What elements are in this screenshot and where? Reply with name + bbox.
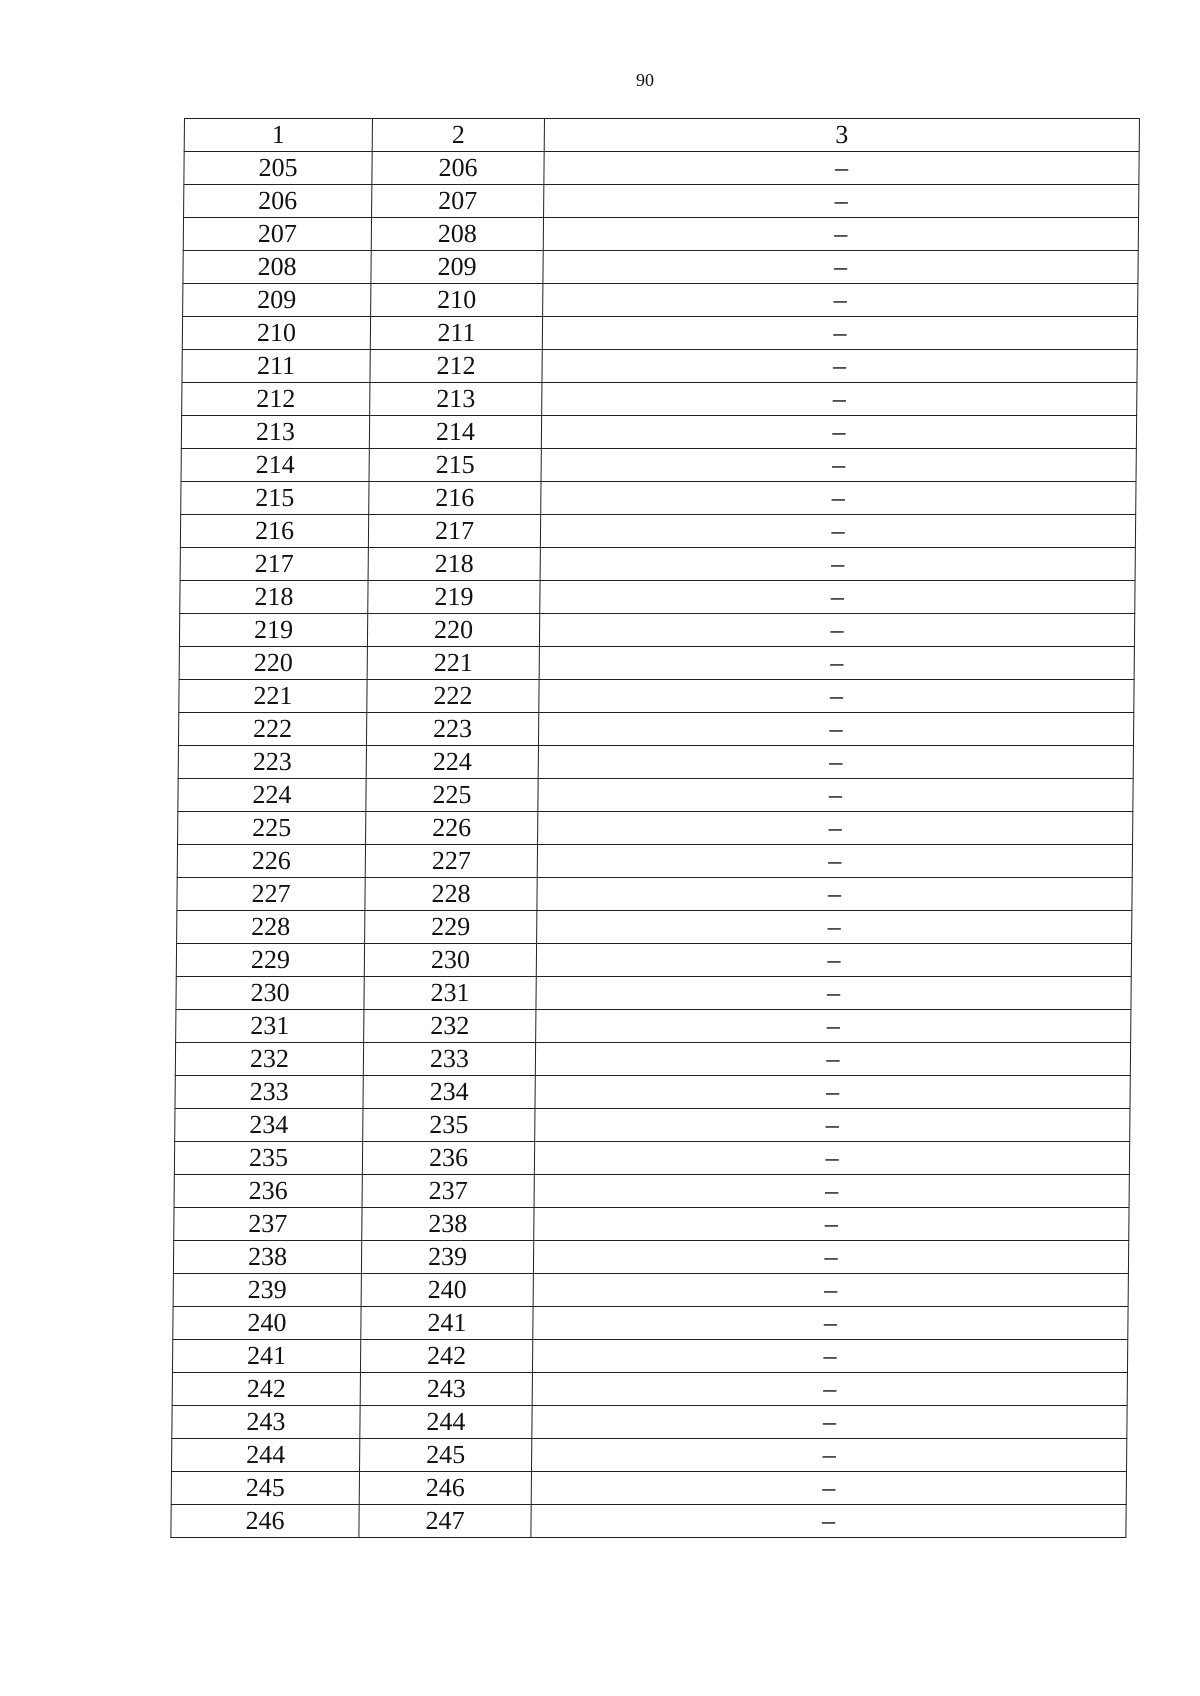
table-row — [178, 713, 1133, 746]
table-cell-col-2: 230 — [364, 944, 536, 977]
table-cell-col-2: 216 — [369, 482, 541, 515]
table-cell-col-3: – — [538, 746, 1133, 779]
table-cell-col-2: 237 — [362, 1175, 534, 1208]
table-row — [178, 746, 1133, 779]
table-cell-col-1: 217 — [180, 548, 368, 581]
table-cell-col-3: – — [543, 251, 1138, 284]
table-row — [179, 647, 1134, 680]
column-header-1: 1 — [184, 119, 372, 152]
table-cell-col-2: 242 — [360, 1340, 532, 1373]
table-cell-col-2: 235 — [363, 1109, 535, 1142]
table-cell-col-2: 221 — [367, 647, 539, 680]
table-cell-col-3: – — [532, 1406, 1127, 1439]
table-row — [173, 1274, 1128, 1307]
table-cell-col-3: – — [539, 647, 1134, 680]
table-cell-col-1: 205 — [184, 152, 372, 185]
page-number: 90 — [636, 70, 654, 90]
table-cell-col-3: – — [544, 152, 1139, 185]
table-row — [183, 218, 1138, 251]
table-cell-col-2: 217 — [368, 515, 540, 548]
table-cell-col-3: – — [544, 185, 1139, 218]
table-row — [171, 1505, 1126, 1538]
table-cell-col-3: – — [533, 1274, 1128, 1307]
table-cell-col-1: 229 — [176, 944, 364, 977]
table-row — [179, 614, 1134, 647]
table-cell-col-2: 215 — [369, 449, 541, 482]
table-row — [180, 548, 1135, 581]
table-cell-col-3: – — [537, 845, 1132, 878]
table-cell-col-2: 211 — [370, 317, 542, 350]
table-cell-col-1: 211 — [182, 350, 370, 383]
table-cell-col-2: 233 — [363, 1043, 535, 1076]
table-body — [171, 119, 1140, 1538]
table-cell-col-2: 206 — [372, 152, 544, 185]
table-cell-col-1: 227 — [177, 878, 365, 911]
table-cell-col-1: 239 — [173, 1274, 361, 1307]
table-row — [183, 251, 1138, 284]
table-cell-col-1: 223 — [178, 746, 366, 779]
table-cell-col-1: 236 — [174, 1175, 362, 1208]
table-cell-col-2: 238 — [362, 1208, 534, 1241]
table-row — [179, 680, 1134, 713]
table-cell-col-3: – — [532, 1373, 1127, 1406]
table-cell-col-1: 235 — [174, 1142, 362, 1175]
table-row — [171, 1472, 1126, 1505]
table-row — [183, 284, 1138, 317]
table-cell-col-3: – — [531, 1472, 1126, 1505]
table-cell-col-1: 206 — [184, 185, 372, 218]
table-cell-col-2: 240 — [361, 1274, 533, 1307]
table-cell-col-3: – — [536, 1010, 1131, 1043]
table-cell-col-3: – — [542, 350, 1137, 383]
table-cell-col-1: 225 — [178, 812, 366, 845]
table-cell-col-2: 208 — [371, 218, 543, 251]
table-cell-col-2: 247 — [359, 1505, 531, 1538]
table-row — [176, 944, 1131, 977]
table-row — [181, 416, 1136, 449]
table-cell-col-1: 220 — [179, 647, 367, 680]
table-row — [180, 515, 1135, 548]
table-cell-col-2: 224 — [366, 746, 538, 779]
table-cell-col-3: – — [536, 977, 1131, 1010]
table-row — [180, 581, 1135, 614]
column-header-3: 3 — [544, 119, 1139, 152]
table-row — [173, 1307, 1128, 1340]
table-cell-col-3: – — [533, 1307, 1128, 1340]
data-table — [170, 118, 1140, 1538]
table-row — [175, 1109, 1130, 1142]
table-row — [177, 845, 1132, 878]
table-cell-col-3: – — [538, 779, 1133, 812]
table-cell-col-1: 221 — [179, 680, 367, 713]
table-row — [182, 383, 1137, 416]
table-cell-col-1: 214 — [181, 449, 369, 482]
table-cell-col-2: 241 — [361, 1307, 533, 1340]
table-cell-col-3: – — [540, 548, 1135, 581]
table-cell-col-1: 237 — [174, 1208, 362, 1241]
table-cell-col-2: 244 — [360, 1406, 532, 1439]
table-cell-col-1: 240 — [173, 1307, 361, 1340]
table-row — [184, 185, 1139, 218]
table-row — [181, 449, 1136, 482]
table-cell-col-2: 225 — [366, 779, 538, 812]
table-cell-col-3: – — [536, 944, 1131, 977]
table-row — [184, 152, 1139, 185]
table-cell-col-1: 213 — [181, 416, 369, 449]
table-cell-col-3: – — [535, 1076, 1130, 1109]
table-cell-col-3: – — [534, 1208, 1129, 1241]
table-cell-col-3: – — [542, 317, 1137, 350]
table-cell-col-1: 241 — [172, 1340, 360, 1373]
table-cell-col-3: – — [537, 911, 1132, 944]
table-cell-col-2: 234 — [363, 1076, 535, 1109]
table-cell-col-2: 228 — [365, 878, 537, 911]
table-row — [173, 1241, 1128, 1274]
table-cell-col-1: 230 — [176, 977, 364, 1010]
table-cell-col-1: 245 — [171, 1472, 359, 1505]
table-cell-col-3: – — [532, 1340, 1127, 1373]
table-cell-col-3: – — [538, 812, 1133, 845]
table-row — [174, 1175, 1129, 1208]
table-cell-col-2: 223 — [366, 713, 538, 746]
table-row — [172, 1340, 1127, 1373]
table-cell-col-2: 232 — [364, 1010, 536, 1043]
table-cell-col-2: 231 — [364, 977, 536, 1010]
table-cell-col-3: – — [543, 218, 1138, 251]
table-cell-col-1: 209 — [183, 284, 371, 317]
table-row — [175, 1076, 1130, 1109]
table-row — [176, 977, 1131, 1010]
table-cell-col-2: 246 — [359, 1472, 531, 1505]
table-cell-col-1: 234 — [175, 1109, 363, 1142]
table-cell-col-1: 233 — [175, 1076, 363, 1109]
table-row — [172, 1439, 1127, 1472]
table-cell-col-1: 242 — [172, 1373, 360, 1406]
table-cell-col-3: – — [534, 1142, 1129, 1175]
table-row — [181, 482, 1136, 515]
table-row — [177, 878, 1132, 911]
table-cell-col-3: – — [543, 284, 1138, 317]
table-cell-col-1: 224 — [178, 779, 366, 812]
table-row — [182, 350, 1137, 383]
table-row — [174, 1142, 1129, 1175]
table-cell-col-1: 228 — [177, 911, 365, 944]
table-cell-col-1: 208 — [183, 251, 371, 284]
table-cell-col-3: – — [531, 1505, 1126, 1538]
table-header-row — [184, 119, 1139, 152]
column-header-2: 2 — [372, 119, 544, 152]
table-cell-col-2: 209 — [371, 251, 543, 284]
table-cell-col-2: 212 — [370, 350, 542, 383]
table-cell-col-3: – — [539, 680, 1134, 713]
table-cell-col-1: 207 — [183, 218, 371, 251]
table-row — [175, 1043, 1130, 1076]
table-cell-col-3: – — [533, 1241, 1128, 1274]
table-cell-col-3: – — [541, 416, 1136, 449]
table-cell-col-3: – — [538, 713, 1133, 746]
table-cell-col-3: – — [541, 482, 1136, 515]
table-cell-col-2: 210 — [371, 284, 543, 317]
table-cell-col-1: 215 — [181, 482, 369, 515]
table-cell-col-2: 220 — [367, 614, 539, 647]
table-row — [177, 911, 1132, 944]
table-cell-col-2: 226 — [366, 812, 538, 845]
table-row — [174, 1208, 1129, 1241]
table-cell-col-1: 212 — [182, 383, 370, 416]
table-cell-col-1: 244 — [172, 1439, 360, 1472]
table-cell-col-1: 231 — [176, 1010, 364, 1043]
table-cell-col-1: 232 — [175, 1043, 363, 1076]
table-row — [172, 1406, 1127, 1439]
table-cell-col-1: 222 — [178, 713, 366, 746]
table-row — [176, 1010, 1131, 1043]
table-cell-col-2: 239 — [361, 1241, 533, 1274]
table-cell-col-2: 207 — [372, 185, 544, 218]
table-cell-col-2: 229 — [365, 911, 537, 944]
table-cell-col-1: 210 — [182, 317, 370, 350]
table-cell-col-1: 219 — [179, 614, 367, 647]
table-row — [182, 317, 1137, 350]
table-row — [172, 1373, 1127, 1406]
table-cell-col-1: 238 — [173, 1241, 361, 1274]
table-cell-col-3: – — [535, 1043, 1130, 1076]
table-cell-col-2: 236 — [362, 1142, 534, 1175]
table-cell-col-3: – — [532, 1439, 1127, 1472]
table-row — [178, 779, 1133, 812]
table-cell-col-2: 227 — [365, 845, 537, 878]
table-cell-col-3: – — [537, 878, 1132, 911]
table-cell-col-2: 222 — [367, 680, 539, 713]
table-cell-col-2: 219 — [368, 581, 540, 614]
table-cell-col-1: 226 — [177, 845, 365, 878]
table-cell-col-3: – — [542, 383, 1137, 416]
table-row — [178, 812, 1133, 845]
table-cell-col-1: 216 — [180, 515, 368, 548]
table-cell-col-1: 218 — [180, 581, 368, 614]
table-cell-col-2: 213 — [370, 383, 542, 416]
table-cell-col-3: – — [540, 581, 1135, 614]
table-cell-col-3: – — [541, 449, 1136, 482]
table-cell-col-3: – — [540, 515, 1135, 548]
table-cell-col-1: 246 — [171, 1505, 359, 1538]
table-cell-col-3: – — [534, 1175, 1129, 1208]
table-cell-col-2: 214 — [369, 416, 541, 449]
table-cell-col-3: – — [539, 614, 1134, 647]
table-cell-col-1: 243 — [172, 1406, 360, 1439]
table-cell-col-3: – — [535, 1109, 1130, 1142]
table-cell-col-2: 218 — [368, 548, 540, 581]
table-cell-col-2: 245 — [360, 1439, 532, 1472]
table-cell-col-2: 243 — [360, 1373, 532, 1406]
